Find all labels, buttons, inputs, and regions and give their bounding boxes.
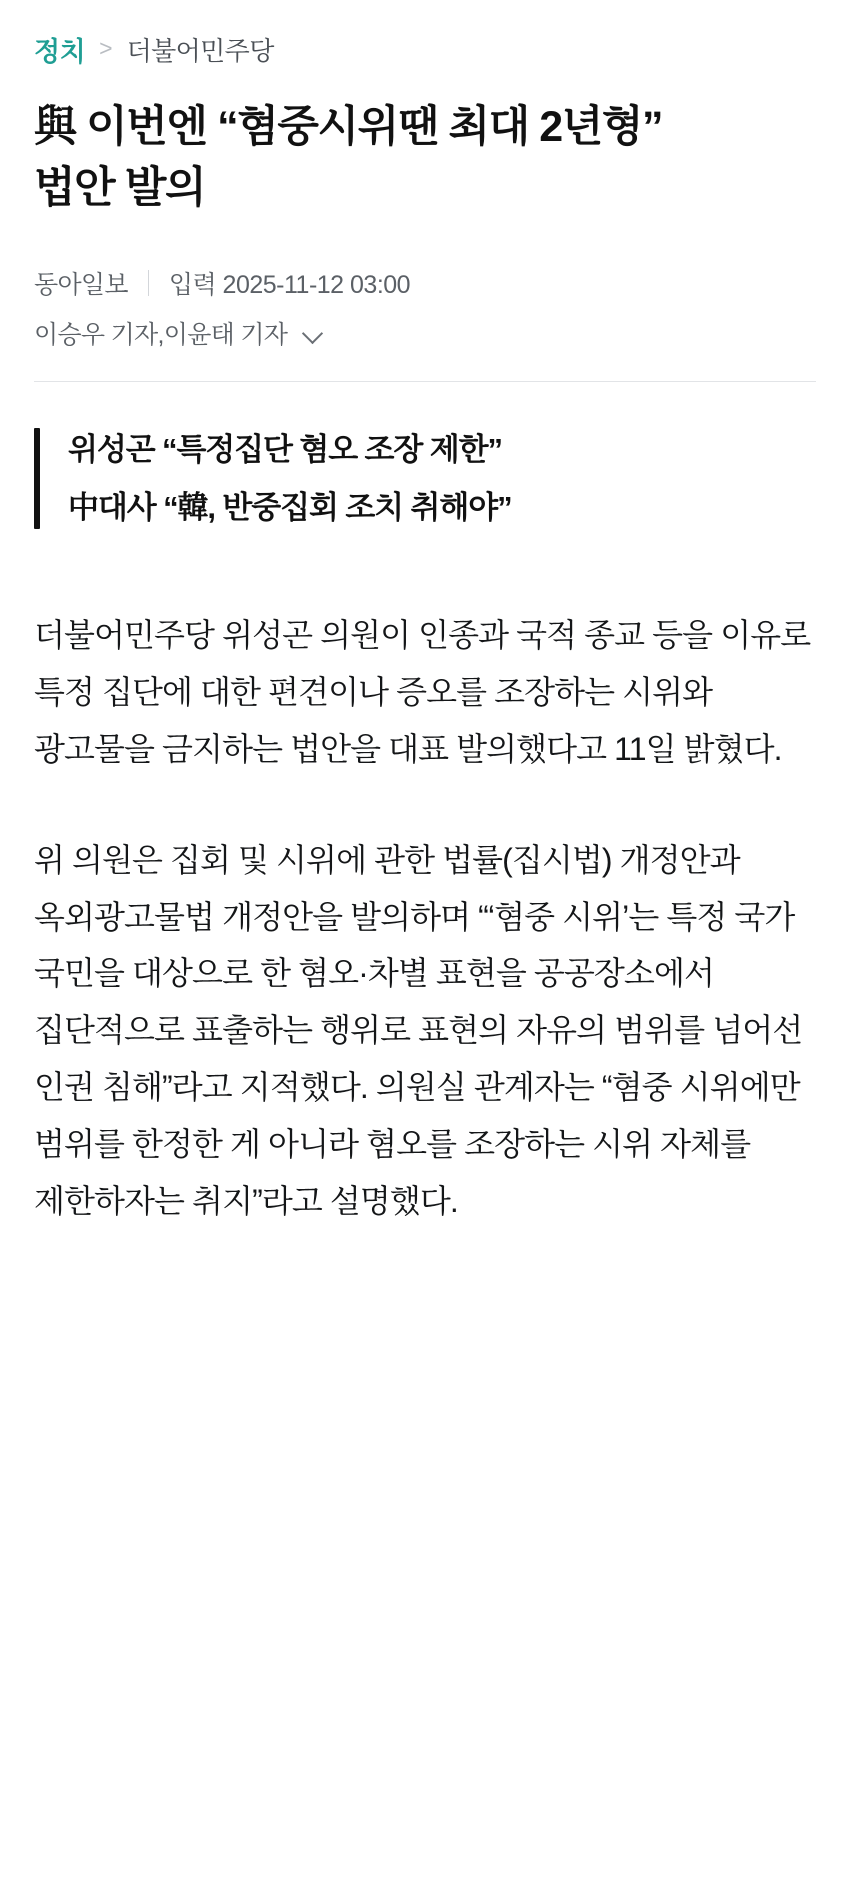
breadcrumb-category[interactable]: 정치	[34, 37, 86, 67]
body-paragraph: 더불어민주당 위성곤 의원이 인종과 국적 종교 등을 이유로 특정 집단에 대한 편견이나 증오를 조장하는 시위와 광고물을 금지하는 법안을 대표 발의했다고 11일 밝혔다.	[34, 616, 811, 767]
meta-divider	[148, 270, 149, 296]
subhead-block	[34, 428, 816, 529]
subhead-line-2: 中대사 “韓, 반중집회 조치 취해야”	[68, 490, 512, 526]
page-title: 與 이번엔 “혐중시위땐 최대 2년형” 법안 발의	[34, 103, 663, 213]
meta-rule	[34, 381, 816, 382]
breadcrumb-separator-icon: >	[99, 35, 113, 61]
subhead-accent-bar	[34, 428, 40, 529]
byline-row[interactable]	[34, 315, 816, 351]
chevron-down-icon[interactable]	[303, 323, 323, 343]
publish-date: 입력 2025-11-12 03:00	[168, 271, 411, 300]
body-paragraph: 위 의원은 집회 및 시위에 관한 법률(집시법) 개정안과 옥외광고물법 개정안을 발의하며 “‘혐중 시위’는 특정 국가 국민을 대상으로 한 혐오·차별 표현을 공공장소에서 집단적으로 표출하는 행위로 표현의 자유의 범위를 넘어선 인권 침해”라고 지적했다. 의원실 관계자는 “혐중 시위에만 범위를 한정한 게 아니라 혐오를 조장하는 시위 자체를 제한하자는 취지”라고 설명했다.	[34, 841, 803, 1220]
article-meta	[34, 265, 816, 301]
breadcrumb-subcategory[interactable]: 더불어민주당	[126, 36, 274, 66]
subhead-line-1: 위성곤 “특정집단 혐오 조장 제한”	[68, 432, 502, 468]
article-body	[34, 607, 816, 1231]
breadcrumb	[34, 22, 816, 69]
byline-authors: 이승우 기자,이윤태 기자	[34, 321, 288, 350]
source-name: 동아일보	[34, 271, 128, 300]
